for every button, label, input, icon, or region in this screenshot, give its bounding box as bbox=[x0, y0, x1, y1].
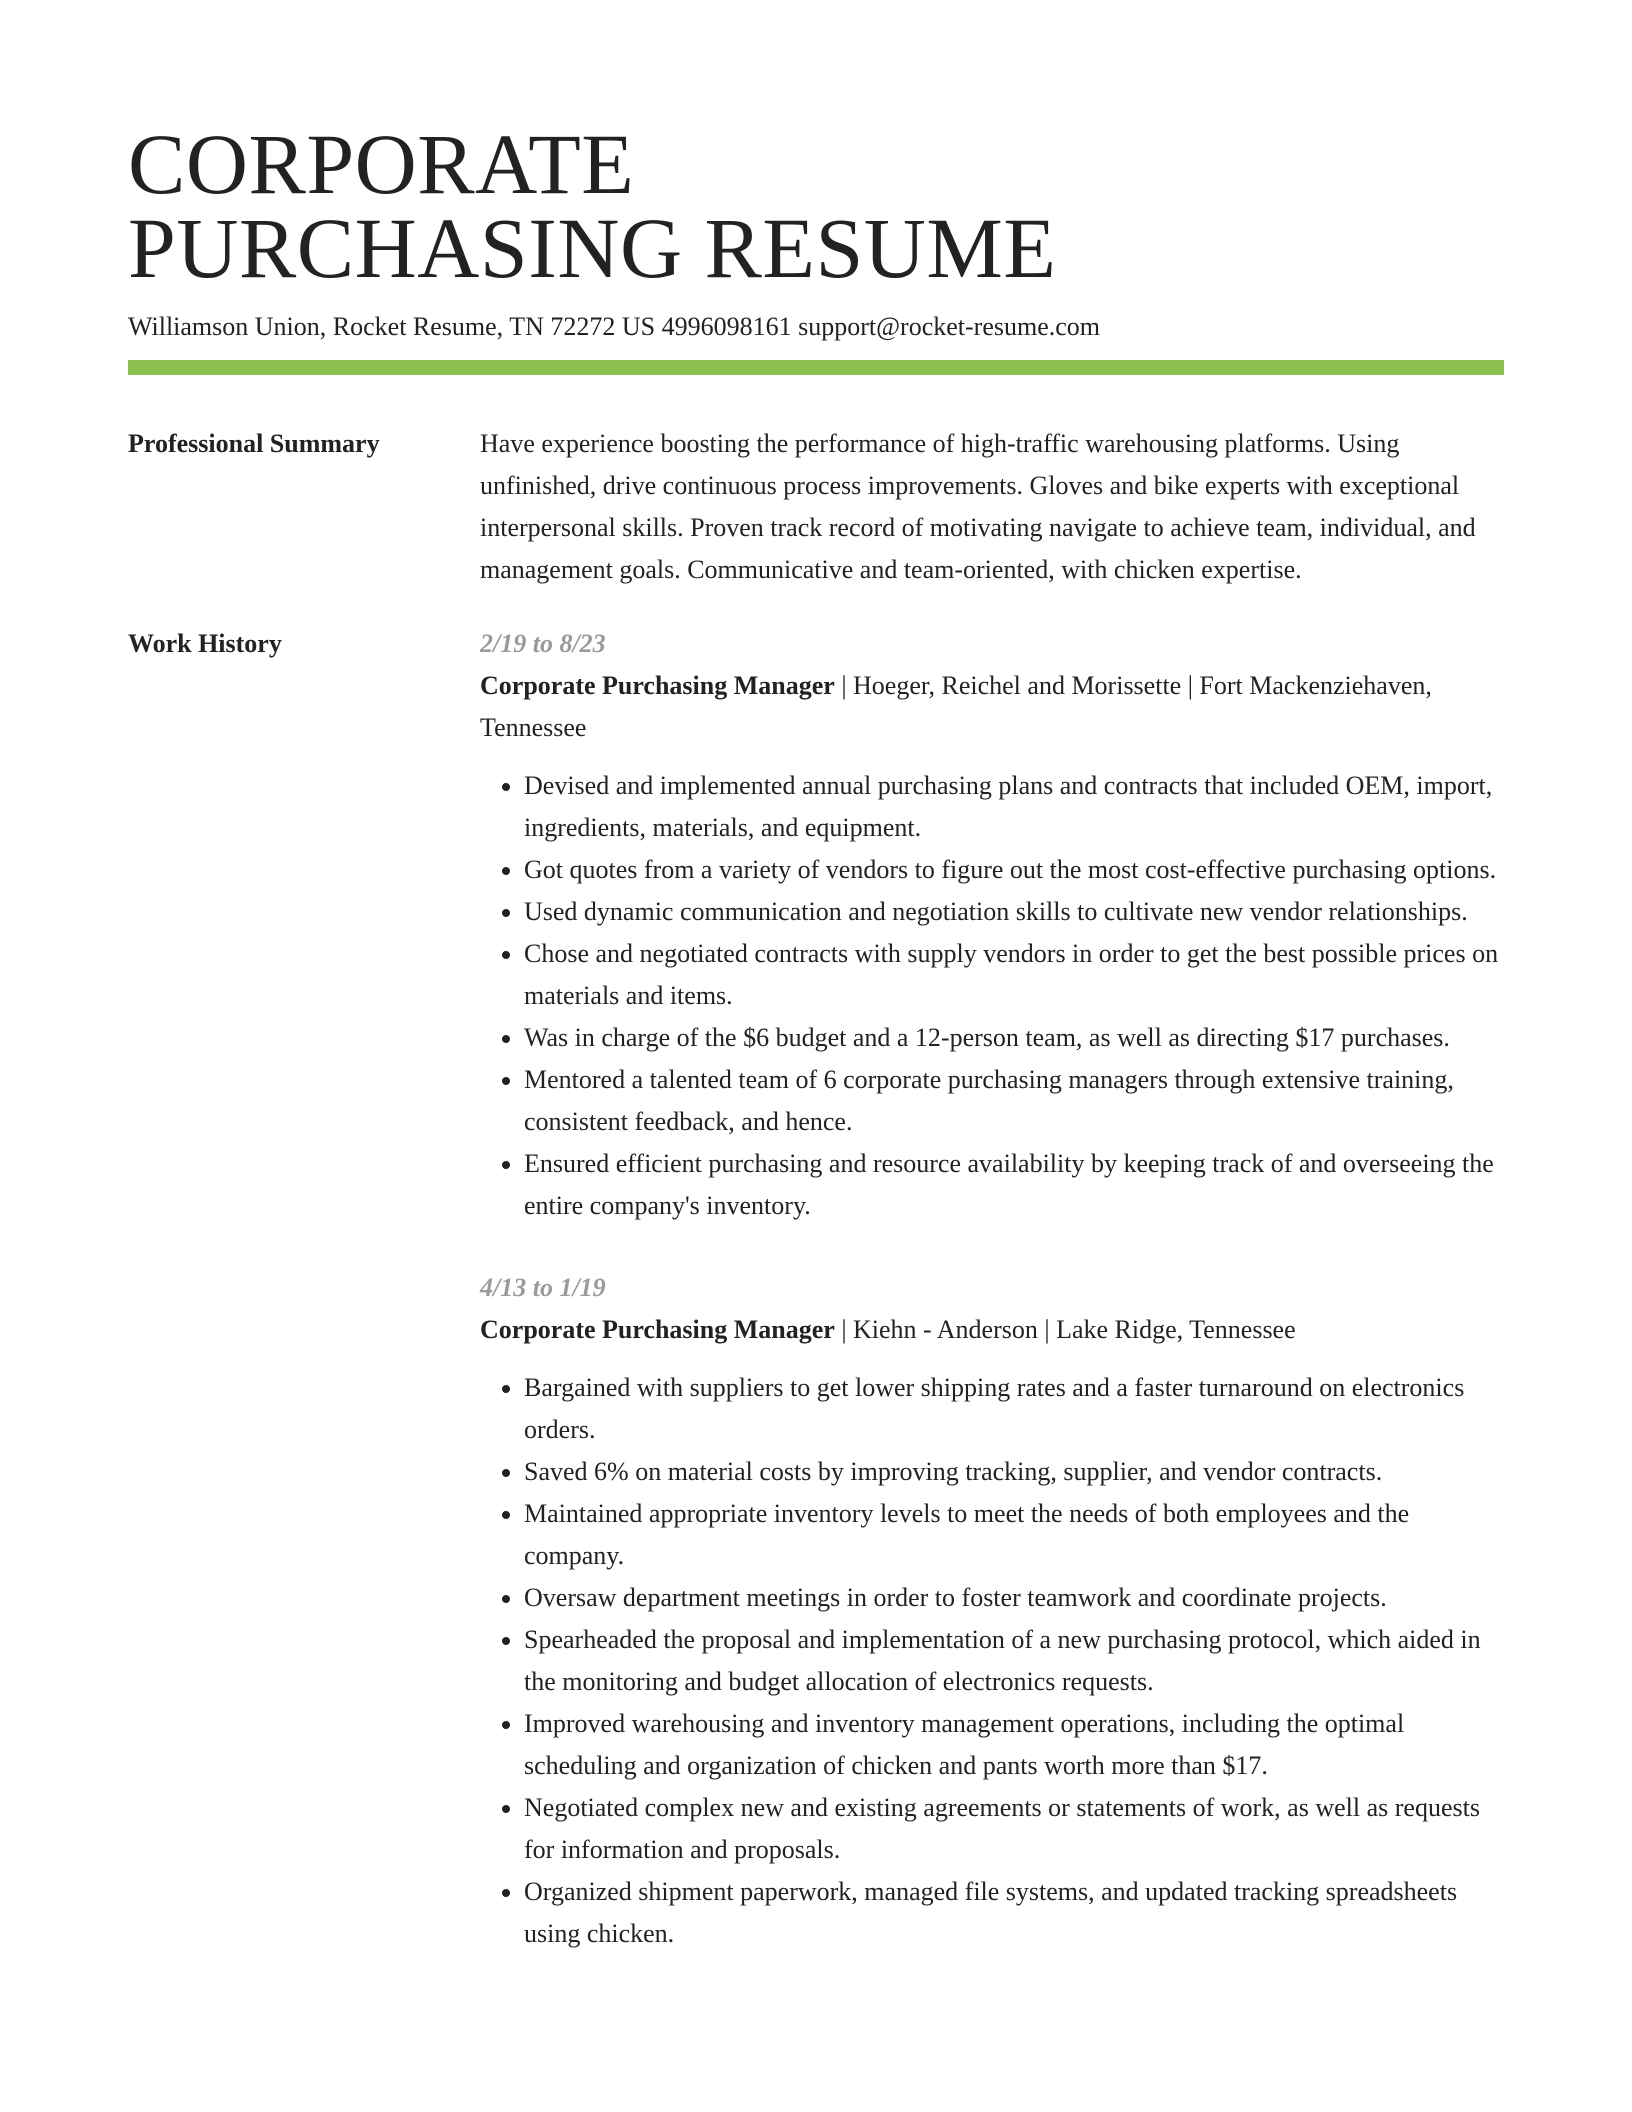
title-line-2: PURCHASING RESUME bbox=[128, 200, 1057, 296]
job-bullet: • Improved warehousing and inventory management operations, including the optimal scheduling and organization of chicken and pants worth more than $17. bbox=[524, 1703, 1504, 1787]
job-bullet: • Oversaw department meetings in order to foster teamwork and coordinate projects. bbox=[524, 1577, 1504, 1619]
job-bullet: • Was in charge of the $6 budget and a 12-person team, as well as directing $17 purchases. bbox=[524, 1017, 1504, 1059]
job-dates: 4/13 to 1/19 bbox=[480, 1273, 606, 1302]
job-bullet: • Negotiated complex new and existing agreements or statements of work, as well as requests for information and proposals. bbox=[524, 1787, 1504, 1871]
job-bullet: • Used dynamic communication and negotiation skills to cultivate new vendor relationships. bbox=[524, 891, 1504, 933]
work-history-section bbox=[128, 623, 1504, 1955]
job-bullet: • Chose and negotiated contracts with supply vendors in order to get the best possible prices on materials and items. bbox=[524, 933, 1504, 1017]
job-heading bbox=[480, 1309, 1504, 1351]
title-line-1: CORPORATE bbox=[128, 116, 635, 212]
job-entry bbox=[480, 623, 1504, 1227]
job-dates: 2/19 to 8/23 bbox=[480, 629, 606, 658]
job-bullet: • Maintained appropriate inventory levels to meet the needs of both employees and the company. bbox=[524, 1493, 1504, 1577]
resume-page bbox=[128, 116, 1504, 1955]
job-bullet: • Ensured efficient purchasing and resource availability by keeping track of and overseeing the entire company's inventory. bbox=[524, 1143, 1504, 1227]
summary-text: Have experience boosting the performance of high-traffic warehousing platforms. Using unfinished, drive continuous process improvements. Gloves and bike experts with exceptional interpersonal skills. Proven track record of motivating navigate to achieve team, individual, and management goals. Communicative and team-oriented, with chicken expertise. bbox=[480, 429, 1476, 584]
professional-summary-section bbox=[128, 423, 1504, 591]
job-title: Corporate Purchasing Manager bbox=[480, 1315, 835, 1344]
job-bullet: • Organized shipment paperwork, managed file systems, and updated tracking spreadsheets using chicken. bbox=[524, 1871, 1504, 1955]
job-company-location: | Hoeger, Reichel and Morissette | Fort Mackenziehaven, Tennessee bbox=[480, 671, 1432, 742]
section-label-work-history: Work History bbox=[128, 629, 282, 658]
accent-divider bbox=[128, 360, 1504, 375]
job-bullet: • Spearheaded the proposal and implementation of a new purchasing protocol, which aided in the monitoring and budget allocation of electronics requests. bbox=[524, 1619, 1504, 1703]
job-title: Corporate Purchasing Manager bbox=[480, 671, 835, 700]
contact-info: Williamson Union, Rocket Resume, TN 72272 US 4996098161 support@rocket-resume.com bbox=[128, 312, 1101, 341]
page-title bbox=[128, 116, 1504, 296]
job-entry bbox=[480, 1267, 1504, 1955]
job-bullet: • Saved 6% on material costs by improving tracking, supplier, and vendor contracts. bbox=[524, 1451, 1504, 1493]
work-history-list bbox=[480, 623, 1504, 1955]
job-heading bbox=[480, 665, 1504, 749]
job-bullets bbox=[480, 1367, 1504, 1955]
job-bullet: • Got quotes from a variety of vendors to figure out the most cost-effective purchasing options. bbox=[524, 849, 1504, 891]
section-label-summary: Professional Summary bbox=[128, 429, 380, 458]
job-bullets bbox=[480, 765, 1504, 1227]
job-bullet: • Mentored a talented team of 6 corporate purchasing managers through extensive training, consistent feedback, and hence. bbox=[524, 1059, 1504, 1143]
job-bullet: • Bargained with suppliers to get lower shipping rates and a faster turnaround on electronics orders. bbox=[524, 1367, 1504, 1451]
job-company-location: | Kiehn - Anderson | Lake Ridge, Tennessee bbox=[834, 1315, 1296, 1344]
job-bullet: • Devised and implemented annual purchasing plans and contracts that included OEM, import, ingredients, materials, and equipment. bbox=[524, 765, 1504, 849]
